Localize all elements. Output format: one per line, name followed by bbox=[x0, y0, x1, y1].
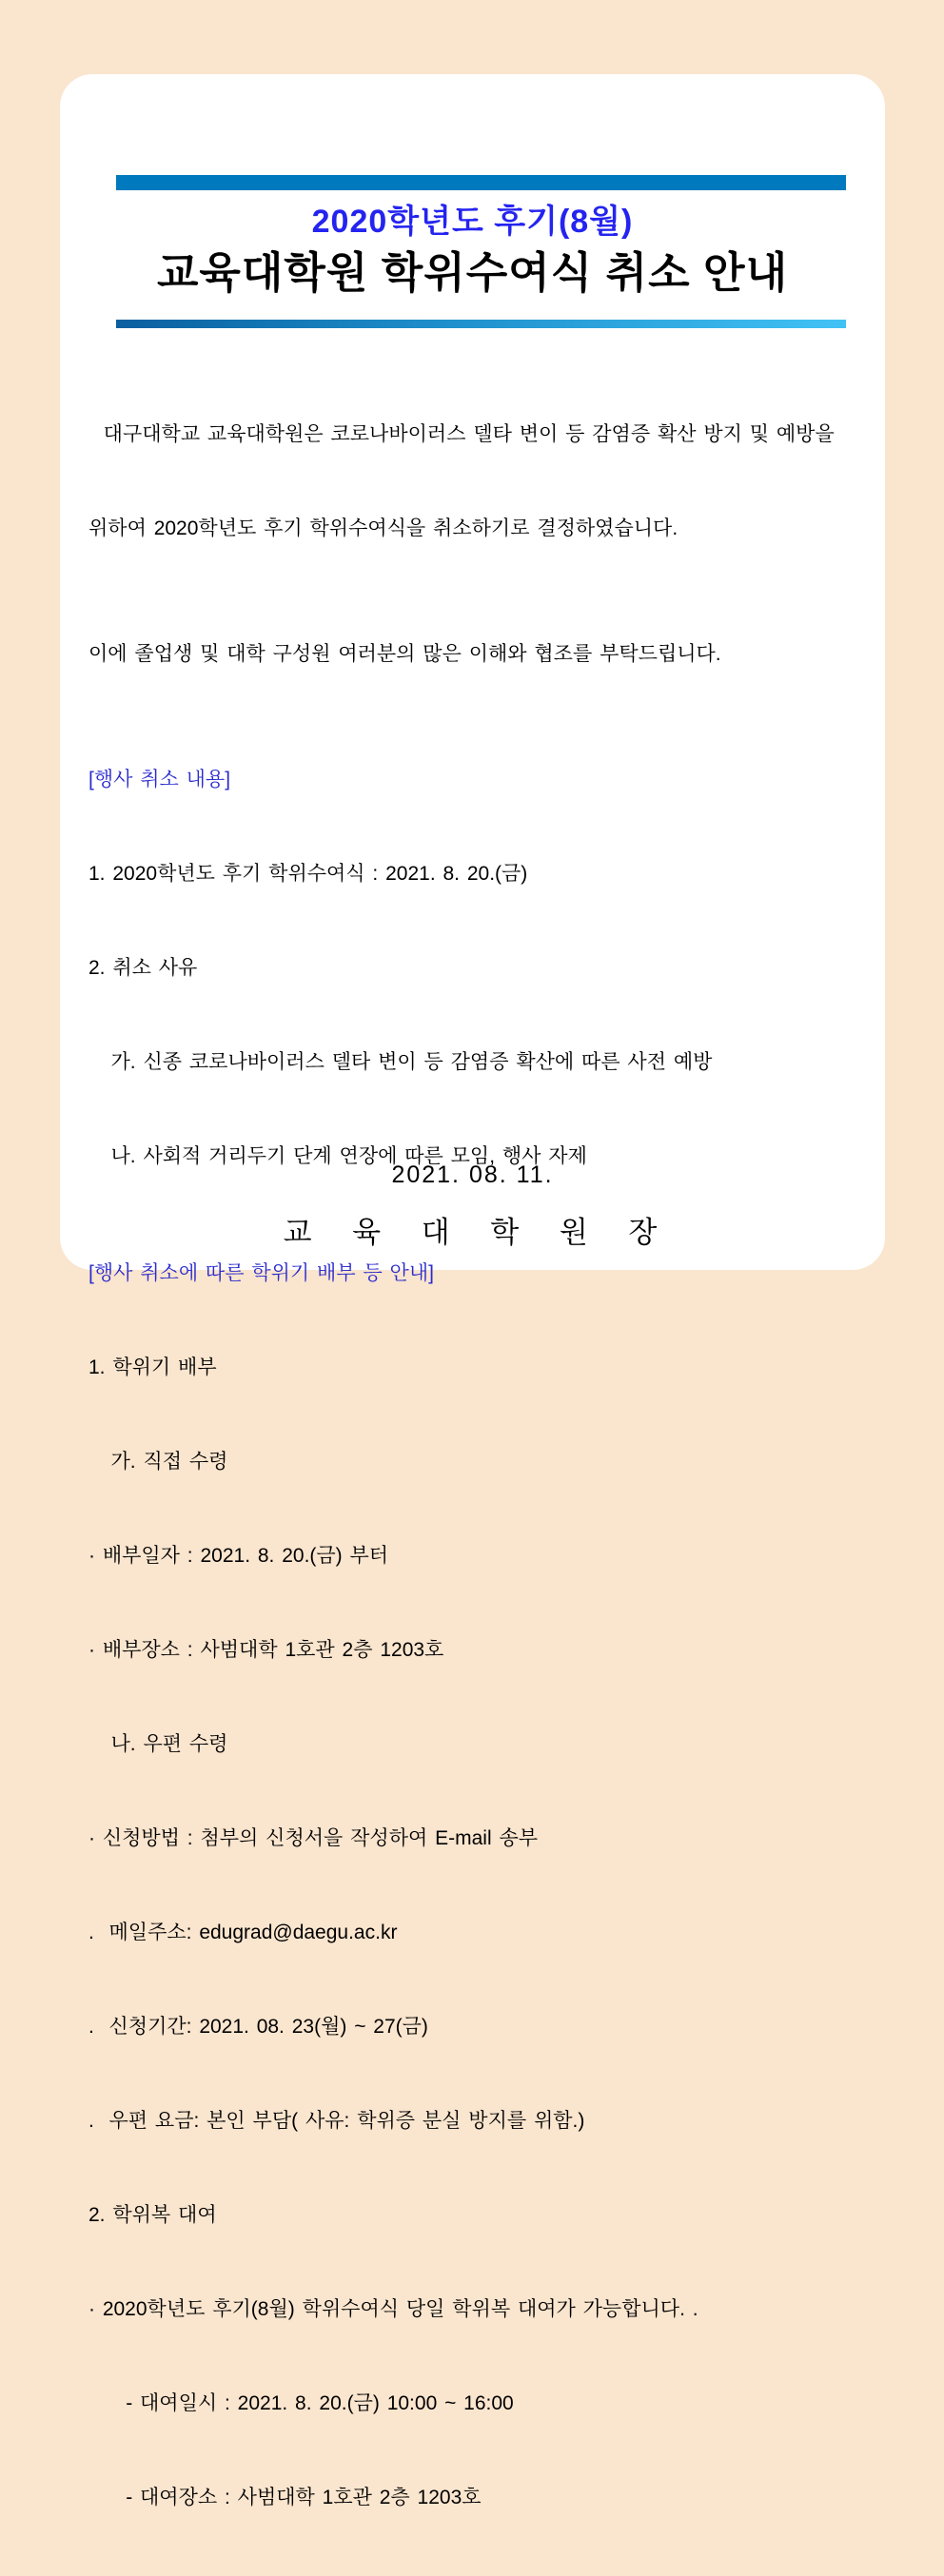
notice-body bbox=[88, 356, 860, 2576]
intro-paragraph-line: 대구대학교 교육대학원은 코로나바이러스 델타 변이 등 감염증 확산 방지 및 예방을 bbox=[88, 423, 835, 445]
body-line: 가. 신종 코로나바이러스 델타 변이 등 감염증 확산에 따른 사전 예방 bbox=[88, 1051, 713, 1073]
body-line: · 신청방법 : 첨부의 신청서을 작성하여 E-mail 송부 bbox=[88, 1827, 539, 1849]
section-header-cancellation: [행사 취소 내용] bbox=[88, 769, 231, 790]
notice-date: 2021. 08. 11. bbox=[391, 1161, 554, 1188]
intro-paragraph-line: 위하여 2020학년도 후기 학위수여식을 취소하기로 결정하였습니다. bbox=[88, 517, 678, 539]
body-line: 1. 2020학년도 후기 학위수여식 : 2021. 8. 20.(금) bbox=[88, 863, 528, 885]
body-line: . 우편 요금: 본인 부담( 사유: 학위증 분실 방지를 위함.) bbox=[88, 2110, 585, 2132]
notice-card bbox=[60, 74, 885, 2508]
body-line: - 대여일시 : 2021. 8. 20.(금) 10:00 ~ 16:00 bbox=[88, 2392, 514, 2414]
body-line: 나. 사회적 거리두기 단계 연장에 따른 모임, 행사 자제 bbox=[88, 1145, 587, 1167]
notice-title: 교육대학원 학위수여식 취소 안내 bbox=[156, 248, 789, 297]
body-line: · 배부일자 : 2021. 8. 20.(금) 부터 bbox=[88, 1545, 389, 1567]
title-top-bar bbox=[116, 175, 846, 190]
body-line-email: . 메일주소: edugrad@daegu.ac.kr bbox=[88, 1922, 398, 1943]
cooperation-line: 이에 졸업생 및 대학 구성원 여러분의 많은 이해와 협조를 부탁드립니다. bbox=[88, 643, 721, 665]
body-line: - 대여장소 : 사범대학 1호관 2층 1203호 bbox=[88, 2487, 482, 2508]
body-line: 2. 취소 사유 bbox=[88, 957, 198, 979]
section-header-diploma: [행사 취소에 따른 학위기 배부 등 안내] bbox=[88, 1262, 434, 1284]
body-line: 1. 학위기 배부 bbox=[88, 1356, 217, 1378]
body-line: 나. 우편 수령 bbox=[88, 1733, 228, 1755]
body-line: . 신청기간: 2021. 08. 23(월) ~ 27(금) bbox=[88, 2016, 428, 2038]
body-line: 가. 직접 수령 bbox=[88, 1451, 228, 1473]
body-line: 2. 학위복 대여 bbox=[88, 2204, 217, 2226]
body-line: · 배부장소 : 사범대학 1호관 2층 1203호 bbox=[88, 1639, 444, 1661]
signature-dean: 교 육 대 학 원 장 bbox=[283, 1216, 662, 1249]
notice-subtitle: 2020학년도 후기(8월) bbox=[311, 204, 634, 240]
body-line: · 2020학년도 후기(8월) 학위수여식 당일 학위복 대여가 가능합니다. . bbox=[88, 2298, 698, 2320]
title-bottom-bar bbox=[116, 320, 846, 328]
